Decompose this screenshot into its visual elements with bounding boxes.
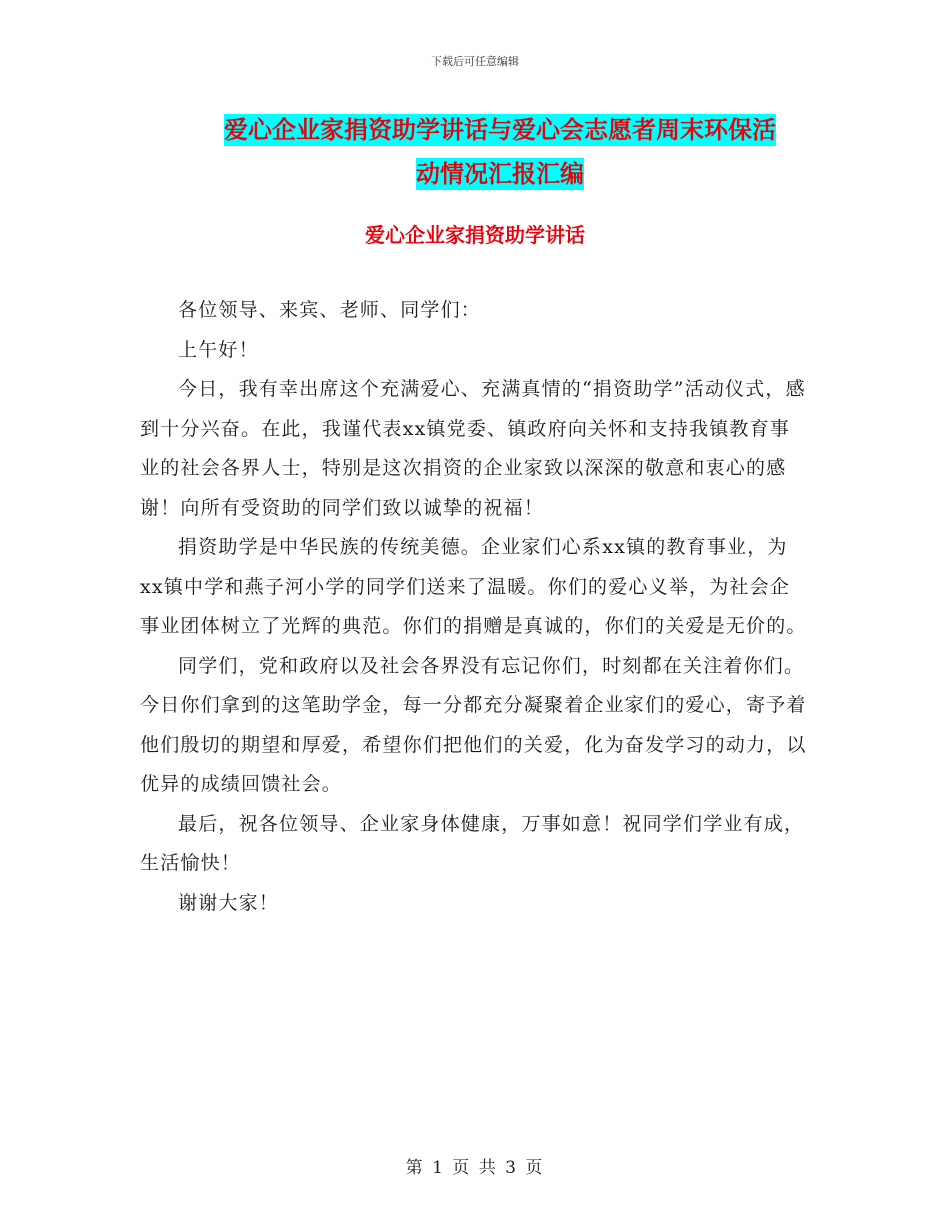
closing-paragraph: 谢谢大家！: [178, 891, 280, 914]
speech-paragraph: 捐资助学是中华民族的传统美德。企业家们心系xx镇的教育事业，为xx镇中学和燕子河小学的同学们送来了温暖。你们的爱心义举，为社会企事业团体树立了光辉的典范。你们的捐赠是真诚的，你们的关爱是无价的。: [140, 536, 807, 637]
document-title-line-2: 动情况汇报汇编: [416, 160, 584, 188]
salutation-paragraph: 各位领导、来宾、老师、同学们：: [178, 299, 482, 321]
document-title: [190, 108, 810, 196]
speech-body: [140, 291, 810, 923]
document-title-line-1: 爱心企业家捐资助学讲话与爱心会志愿者周末环保活: [224, 116, 776, 144]
greeting-paragraph: 上午好！: [178, 338, 259, 361]
speech-paragraph: 同学们，党和政府以及社会各界没有忘记你们，时刻都在关注着你们。今日你们拿到的这笔助学金，每一分都充分凝聚着企业家们的爱心，寄予着他们殷切的期望和厚爱，希望你们把他们的关爱，化为奋发学习的动力，以优异的成绩回馈社会。: [140, 654, 807, 795]
page-number-footer: 第 1 页 共 3 页: [405, 1158, 545, 1178]
header-note: 下载后可任意编辑: [431, 55, 519, 68]
section-title: 爱心企业家捐资助学讲话: [365, 223, 585, 247]
speech-paragraph: 最后，祝各位领导、企业家身体健康，万事如意！祝同学们学业有成，生活愉快！: [140, 812, 805, 874]
speech-paragraph: 今日，我有幸出席这个充满爱心、充满真情的“捐资助学”活动仪式，感到十分兴奋。在此，我谨代表xx镇党委、镇政府向关怀和支持我镇教育事业的社会各界人士，特别是这次捐资的企业家致以深深的敬意和衷心的感谢！向所有受资助的同学们致以诚挚的祝福！: [140, 378, 806, 519]
